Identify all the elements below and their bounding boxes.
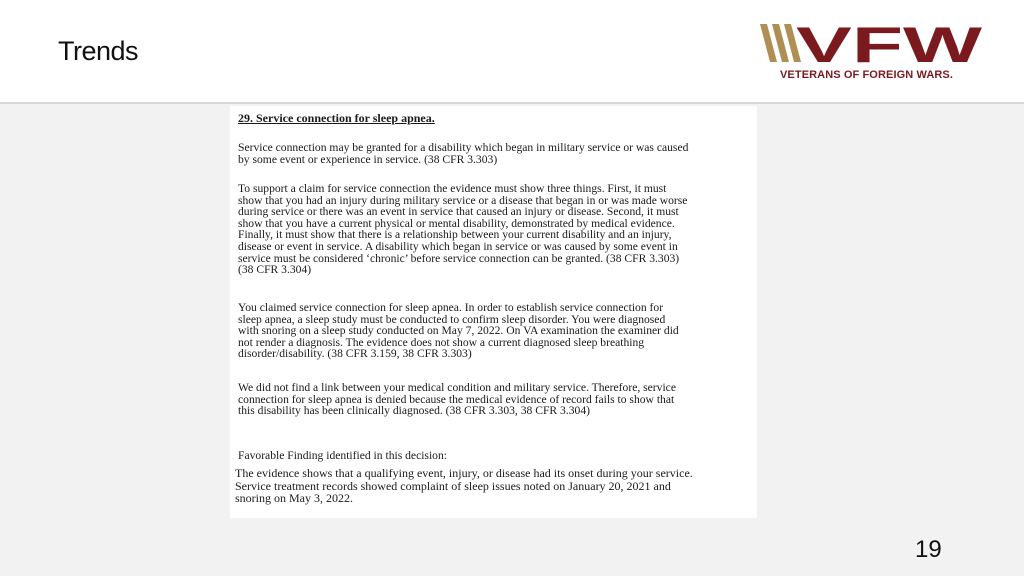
slide-header [0, 0, 1024, 102]
paragraph-requirements [238, 183, 748, 276]
page-number: 19 [915, 536, 942, 563]
text-line: show that you have a current physical or mental disability, demonstrated by medical evidence. [238, 216, 675, 230]
text-line: Service connection may be granted for a disability which began in military service or was caused [238, 141, 689, 154]
text-line: with snoring on a sleep study conducted on May 7, 2022. On VA examination the examiner did [238, 324, 679, 338]
text-line: connection for sleep apnea is denied because the medical evidence of record fails to show that [238, 392, 675, 406]
text-line: Favorable Finding identified in this decision: [238, 449, 447, 462]
text-line: by some event or experience in service. (38 CFR 3.303) [238, 152, 498, 166]
header-divider [0, 102, 1024, 104]
text-line: (38 CFR 3.304) [238, 263, 312, 277]
text-line: this disability has been clinically diagnosed. (38 CFR 3.303, 38 CFR 3.304) [238, 404, 590, 418]
logo-subtitle: VETERANS OF FOREIGN WARS. [780, 69, 954, 81]
text-line: You claimed service connection for sleep apnea. In order to establish service connection for [238, 301, 664, 314]
slide-title: Trends [58, 36, 139, 66]
document-heading: 29. Service connection for sleep apnea. [238, 111, 435, 125]
logo-wordmark: VFW [796, 22, 984, 66]
text-line: show that you had an injury during military service or a disease that began in or was made worse [238, 193, 688, 207]
text-line: We did not find a link between your medical condition and military service. Therefore, service [238, 381, 676, 394]
paragraph-denial [238, 382, 748, 417]
text-line: not render a diagnosis. The evidence does not show a current diagnosed sleep breathing [238, 335, 645, 349]
text-line: snoring on May 3, 2022. [235, 491, 353, 505]
paragraph-claim-details [238, 302, 748, 360]
vfw-logo [760, 22, 985, 86]
paragraph-favorable-finding [235, 467, 745, 505]
text-line: during service or there was an event in service that caused an injury or disease. Second, it must [238, 205, 679, 219]
text-line: service must be considered ‘chronic’ before service connection can be granted. (38 CFR 3.303) [238, 251, 680, 265]
vfw-wordmark-graphic [760, 22, 985, 66]
text-line: The evidence shows that a qualifying event, injury, or disease had its onset during your service. [235, 466, 693, 480]
text-line: Finally, it must show that there is a relationship between your current disability and an injury, [238, 228, 672, 242]
text-line: disease or event in service. A disability which began in service or was caused by some event in [238, 239, 678, 253]
text-line: Service treatment records showed complaint of sleep issues noted on January 20, 2021 and [235, 478, 671, 493]
text-line: To support a claim for service connection the evidence must show three things. First, it must [238, 182, 667, 195]
text-line: sleep apnea, a sleep study must be conducted to confirm sleep disorder. You were diagnosed [238, 312, 666, 326]
text-line: disorder/disability. (38 CFR 3.159, 38 CFR 3.303) [238, 347, 472, 361]
paragraph-service-connection [238, 142, 748, 165]
favorable-finding-heading [238, 450, 748, 462]
decision-letter-excerpt [230, 106, 757, 518]
